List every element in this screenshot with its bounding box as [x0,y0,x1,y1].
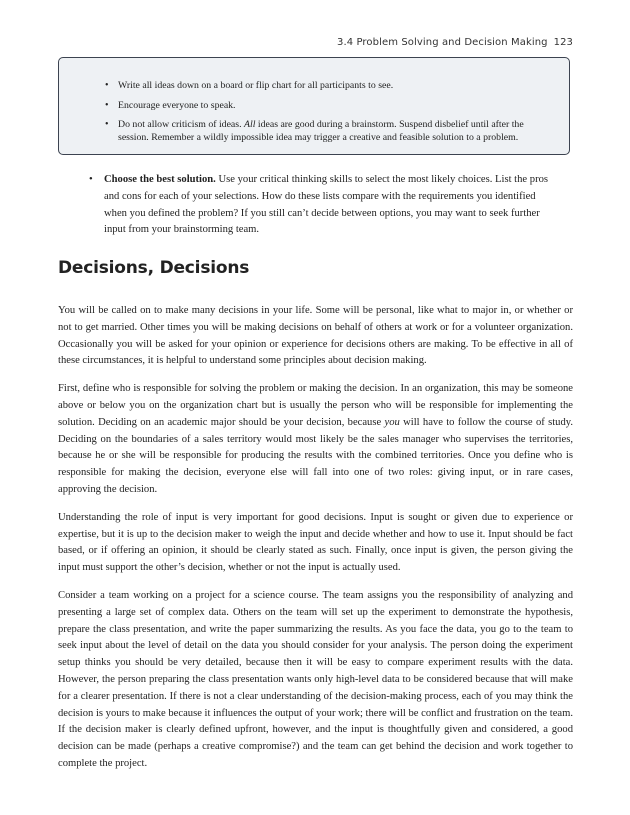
page-number: 123 [553,37,573,48]
running-header [337,37,573,48]
paragraph: You will be called on to make many decisions in your life. Some will be personal, like what to major in, or whether or not to get married. Other times you will be making decisions on behalf of others at work or for a volunteer organization. Occasionally you will be asked for your opinion or experience for decisions others are making. To be effective in all of these circumstances, it is helpful to understand some principles about decision making. [58,305,573,367]
paragraph: Consider a team working on a project for a science course. The team assigns you the responsibility of analyzing and presenting a large set of complex data. Others on the team will set up the experiment to demonstrate the hypothesis, prepare the class presentation, and write the paper summarizing the results. As you face the data, you go to the team to seek input about the level of detail on the data you should consider for your analysis. The person doing the experiment setup thinks you should be very detailed, because then it will be easy to compare experiment results with the data. However, the person preparing the class presentation wants only high-level data to be considered because that will make for a clearer presentation. If there is not a clear understanding of the decision-making process, each of you may think the decision is yours to make because it influences the output of your work; there will be conflict and frustration on the team. If the decision maker is clearly defined upfront, however, and the input is thoughtfully given and considered, a good decision can be made (perhaps a creative compromise?) and the team can get behind the decision and work together to complete the project. [58,589,573,769]
step-text: Use your critical thinking skills to select the most likely choices. List the pros and cons for each of your selections. How do these lists compare with the requirements you identified when you defined the problem? If you still can’t decide between options, you may want to seek further input from your brainstorming team. [104,174,549,236]
paragraph: First, define who is responsible for solving the problem or making the decision. In an organization, this may be someone above or below you on the organization chart but is usually the person who will be responsible for implementing the solution. Deciding on an academic major should be your decision, because you will have to follow the course of study. Deciding on the boundaries of a sales territory would most likely be the sales manager who supervises the territories, because he or she will be responsible for producing the results with the combined territories. Once you define who is responsible for making the decision, everyone else will fall into one of two roles: giving input, or in rare cases, approving the decision. [58,383,573,495]
list-item: • Write all ideas down on a board or flip chart for all participants to see. [59,80,569,93]
section-label: 3.4 Problem Solving and Decision Making [337,37,548,48]
list-item: • Encourage everyone to speak. [59,100,569,113]
brainstorm-tips-box [58,57,570,155]
paragraph: Understanding the role of input is very important for good decisions. Input is sought or given due to experience or expertise, but it is up to the decision maker to weigh the input and decide whether and how to use it. Input should be fact based, or if offering an opinion, it should be clearly stated as such. Finally, once input is given, the person giving the input must support the other’s decision, whether or not the input is actually used. [58,511,573,574]
emphasis: All [243,119,256,130]
tips-list [59,80,569,151]
section-title: Decisions, Decisions [58,258,250,278]
section-body [58,303,573,784]
step-heading: Choose the best solution. [104,174,216,185]
choose-best-solution-item [58,172,558,239]
list-item: • Do not allow criticism of ideas. All ideas are good during a brainstorm. Suspend disbelief until after the session. Remember a wildly impossible idea may trigger a creative and feasible solution to a problem. [59,119,569,144]
emphasis: you [384,416,400,428]
